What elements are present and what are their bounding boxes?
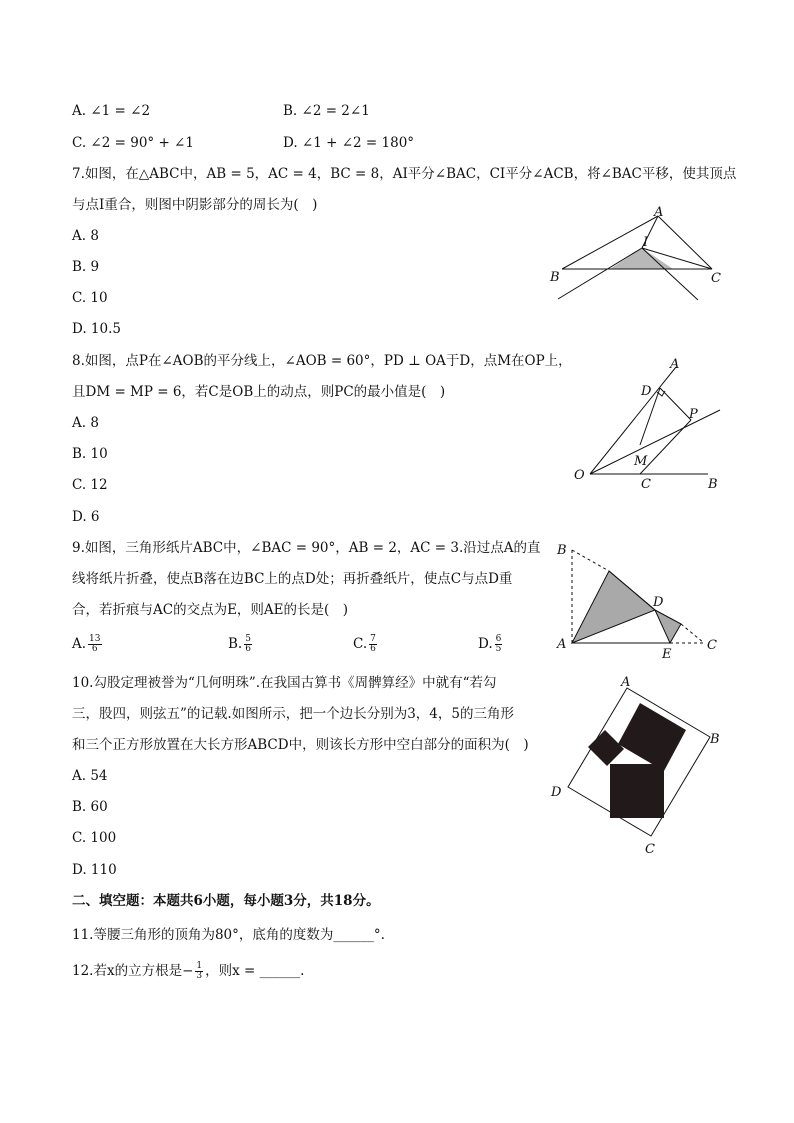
q8-option-c: C. 12	[72, 477, 108, 493]
q10-label-b: B	[710, 732, 720, 747]
q10-stem-line3: 和三个正方形放置在大长方形ABCD中，则该长方形中空白部分的面积为( )	[72, 737, 529, 753]
q8-option-d: D. 6	[72, 509, 100, 525]
q9-label-d: D	[653, 595, 664, 610]
q8-label-b: B	[708, 477, 718, 492]
q9-label-e: E	[662, 647, 672, 662]
q10-option-d: D. 110	[72, 862, 117, 878]
q8-stem-line2: 且DM = MP = 6，若C是OB上的动点，则PC的最小值是( )	[72, 384, 446, 400]
q9-option-b-fraction: $\frac{5}{6}$	[245, 634, 251, 654]
q9-stem-line1: 9.如图，三角形纸片ABC中，∠BAC = 90°，AB = 2，AC = 3.沿过点A的直	[72, 540, 541, 556]
q10-label-a: A	[621, 675, 631, 690]
q12-text-pre: 12.若x的立方根是−	[72, 963, 194, 979]
q10-stem-line1: 10.勾股定理被誉为“几何明珠”.在我国古算书《周髀算经》中就有“若勾	[72, 675, 497, 691]
q12-text	[72, 961, 304, 981]
q7-figure	[548, 203, 728, 303]
q9-option-c-letter: C.	[353, 636, 368, 652]
q9-label-b: B	[557, 543, 567, 558]
q7-option-a: A. 8	[72, 228, 99, 244]
q10-figure	[548, 672, 728, 862]
q10-label-d: D	[551, 785, 562, 800]
q8-option-b: B. 10	[72, 446, 108, 462]
q12-fraction: $\frac{1}{3}$	[196, 961, 203, 981]
q10-option-c: C. 100	[72, 830, 117, 846]
q9-option-a-fraction: $\frac{13}{6}$	[89, 634, 101, 654]
q10-square-bottom	[610, 764, 664, 818]
q6-option-a: A. ∠1 = ∠2	[72, 103, 151, 119]
q10-option-a: A. 54	[72, 768, 108, 784]
q9-figure	[552, 540, 727, 660]
q7-option-c: C. 10	[72, 290, 108, 306]
q11-text: 11.等腰三角形的顶角为80°，底角的度数为______°.	[72, 927, 385, 943]
q7-label-a: A	[654, 205, 664, 220]
q9-option-b	[228, 634, 254, 654]
section2-title: 二、填空题：本题共6小题，每小题3分，共18分。	[72, 893, 380, 909]
q8-stem-line1: 8.如图，点P在∠AOB的平分线上，∠AOB = 60°，PD ⊥ OA于D，点M在OP上，	[72, 353, 572, 369]
q9-stem-line2: 线将纸片折叠，使点B落在边BC上的点D处；再折叠纸片，使点C与点D重	[72, 571, 513, 587]
q8-label-d: D	[641, 384, 652, 399]
q9-option-c-fraction: $\frac{7}{6}$	[370, 634, 376, 654]
q8-label-p: P	[689, 407, 698, 422]
q9-label-a: A	[557, 637, 567, 652]
q8-label-c: C	[641, 477, 651, 492]
q12-text-post: ，则x = ______.	[205, 963, 305, 979]
q6-option-d: D. ∠1 + ∠2 = 180°	[283, 135, 415, 151]
q7-label-i: I	[643, 235, 649, 250]
q9-shaded-triangle-abd	[572, 571, 655, 643]
q9-shaded-triangle-dec	[655, 610, 681, 643]
q9-option-d	[478, 634, 504, 654]
q9-label-c: C	[707, 638, 717, 653]
q9-option-a-letter: A.	[72, 636, 87, 652]
q6-option-c: C. ∠2 = 90° + ∠1	[72, 135, 194, 151]
q9-option-c	[353, 634, 379, 654]
q9-option-d-letter: D.	[478, 636, 493, 652]
q7-label-b: B	[550, 270, 560, 285]
q6-option-b: B. ∠2 = 2∠1	[283, 103, 370, 119]
q8-label-a: A	[670, 357, 680, 372]
q10-stem-line2: 三，股四，则弦五”的记载.如图所示，把一个边长分别为3，4，5的三角形	[72, 706, 514, 722]
q8-option-a: A. 8	[72, 415, 99, 431]
q9-option-b-letter: B.	[228, 636, 243, 652]
q7-option-d: D. 10.5	[72, 321, 121, 337]
q9-stem-line3: 合，若折痕与AC的交点为E，则AE的长是( )	[72, 602, 349, 618]
q8-label-o: O	[574, 468, 585, 483]
q7-label-c: C	[711, 271, 721, 286]
q7-stem-line2: 与点I重合，则图中阴影部分的周长为( )	[72, 197, 318, 213]
q7-stem-line1: 7.如图，在△ABC中，AB = 5，AC = 4，BC = 8，AI平分∠BAC，CI平分∠ACB，将∠BAC平移，使其顶点	[72, 166, 737, 182]
q9-option-d-fraction: $\frac{6}{5}$	[495, 634, 502, 654]
q10-option-b: B. 60	[72, 799, 108, 815]
q7-shaded-triangle	[610, 248, 673, 269]
q9-option-a	[72, 634, 104, 654]
q8-label-m: M	[634, 454, 648, 469]
q7-option-b: B. 9	[72, 259, 100, 275]
q10-label-c: C	[645, 842, 655, 857]
q8-figure	[568, 355, 728, 495]
